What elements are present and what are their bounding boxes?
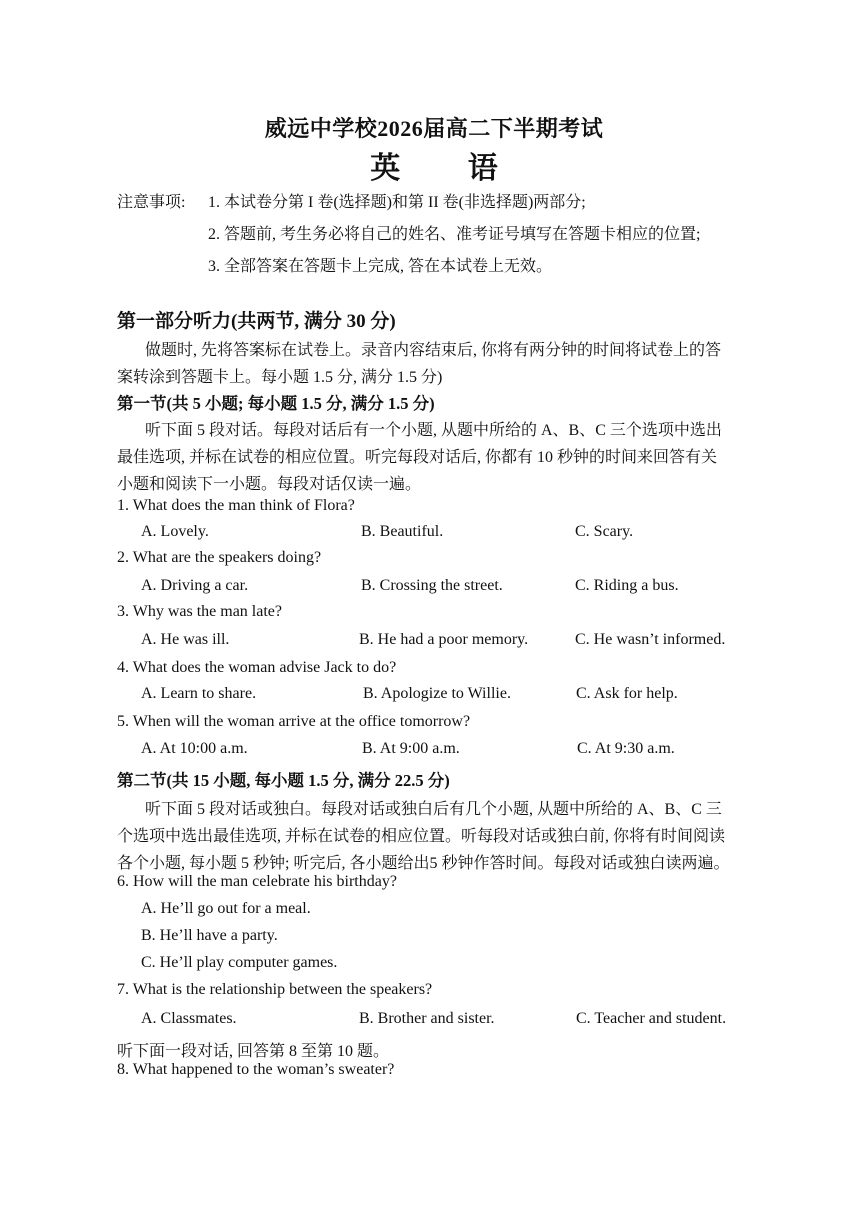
part1-title: 第一部分听力(共两节, 满分 30 分) (117, 311, 396, 332)
q4-option-b: B. Apologize to Willie. (363, 685, 511, 702)
section2-intro-line2: 个选项中选出最佳选项, 并标在试卷的相应位置。听每段对话或独白前, 你将有时间阅读 (117, 828, 726, 845)
section2-intro-line1: 听下面 5 段对话或独白。每段对话或独白后有几个小题, 从题中所给的 A、B、C 三 (145, 801, 722, 818)
section1-intro-line2: 最佳选项, 并标在试卷的相应位置。听完每段对话后, 你都有 10 秒钟的时间来回答有关 (117, 449, 718, 466)
q6-option-a: A. He’ll go out for a meal. (141, 900, 311, 917)
q2-option-c: C. Riding a bus. (575, 577, 679, 594)
question-1: 1. What does the man think of Flora? (117, 497, 355, 514)
section2-intro-line3: 各个小题, 每小题 5 秒钟; 听完后, 各小题给出5 秒钟作答时间。每段对话或独白读两遍。 (117, 855, 730, 872)
question-6: 6. How will the man celebrate his birthday? (117, 873, 397, 890)
q4-option-c: C. Ask for help. (576, 685, 678, 702)
note-item-2: 2. 答题前, 考生务必将自己的姓名、准考证号填写在答题卡相应的位置; (208, 226, 701, 243)
q5-option-b: B. At 9:00 a.m. (362, 740, 460, 757)
section1-intro-line3: 小题和阅读下一小题。每段对话仅读一遍。 (117, 476, 422, 493)
q3-option-c: C. He wasn’t informed. (575, 631, 726, 648)
question-7: 7. What is the relationship between the speakers? (117, 981, 433, 998)
question-2: 2. What are the speakers doing? (117, 549, 322, 566)
q3-option-b: B. He had a poor memory. (359, 631, 529, 648)
q7-option-b: B. Brother and sister. (359, 1010, 495, 1027)
part1-intro-line1: 做题时, 先将答案标在试卷上。录音内容结束后, 你将有两分钟的时间将试卷上的答 (145, 342, 722, 359)
part1-intro-line2: 案转涂到答题卡上。每小题 1.5 分, 满分 1.5 分) (117, 369, 443, 386)
q6-option-b: B. He’ll have a party. (141, 927, 278, 944)
q7-option-a: A. Classmates. (141, 1010, 237, 1027)
q5-option-c: C. At 9:30 a.m. (577, 740, 675, 757)
q1-option-a: A. Lovely. (141, 523, 209, 540)
q1-option-c: C. Scary. (575, 523, 634, 540)
subject-title: 英 语 (370, 152, 528, 185)
q4-option-a: A. Learn to share. (141, 685, 257, 702)
q1-option-b: B. Beautiful. (361, 523, 444, 540)
question-3: 3. Why was the man late? (117, 603, 282, 620)
q3-option-a: A. He was ill. (141, 631, 230, 648)
section1-title: 第一节(共 5 小题; 每小题 1.5 分, 满分 1.5 分) (117, 394, 435, 413)
q2-option-a: A. Driving a car. (141, 577, 249, 594)
notes-label: 注意事项: (117, 194, 186, 211)
q6-option-c: C. He’ll play computer games. (141, 954, 338, 971)
note-item-3: 3. 全部答案在答题卡上完成, 答在本试卷上无效。 (208, 258, 553, 275)
q2-option-b: B. Crossing the street. (361, 577, 503, 594)
section1-intro-line1: 听下面 5 段对话。每段对话后有一个小题, 从题中所给的 A、B、C 三个选项中选出 (145, 422, 722, 439)
note-item-1: 1. 本试卷分第 I 卷(选择题)和第 II 卷(非选择题)两部分; (208, 194, 586, 211)
q5-option-a: A. At 10:00 a.m. (141, 740, 248, 757)
school-title: 威远中学校2026届高二下半期考试 (264, 116, 604, 141)
instruction-8-10: 听下面一段对话, 回答第 8 至第 10 题。 (117, 1043, 390, 1060)
question-4: 4. What does the woman advise Jack to do? (117, 659, 397, 676)
q7-option-c: C. Teacher and student. (576, 1010, 727, 1027)
section2-title: 第二节(共 15 小题, 每小题 1.5 分, 满分 22.5 分) (117, 771, 450, 790)
question-8: 8. What happened to the woman’s sweater? (117, 1061, 395, 1078)
question-5: 5. When will the woman arrive at the office tomorrow? (117, 713, 471, 730)
